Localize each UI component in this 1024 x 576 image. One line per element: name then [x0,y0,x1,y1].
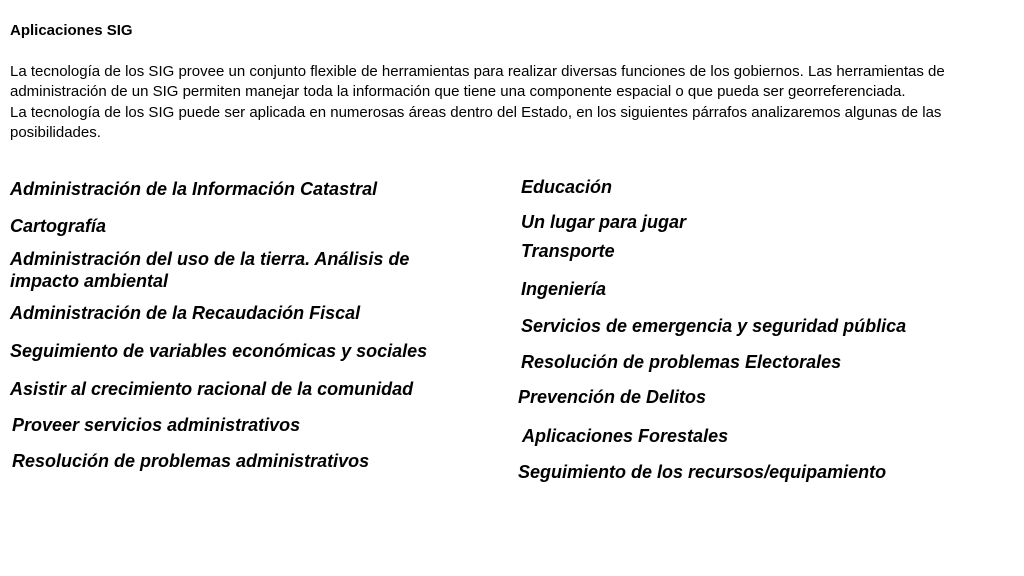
topic-problemas-admin: Resolución de problemas administrativos [12,451,370,471]
topic-electorales: Resolución de problemas Electorales [521,352,842,372]
topic-catastral: Administración de la Información Catastral [10,179,378,199]
topic-lugar-jugar: Un lugar para jugar [521,212,687,232]
topic-uso-tierra: Administración del uso de la tierra. Análisis de impacto ambiental [10,249,410,291]
topic-ingenieria: Ingeniería [521,279,607,299]
topic-cartografia: Cartografía [10,216,107,236]
topic-transporte: Transporte [521,241,615,261]
topic-recaudacion: Administración de la Recaudación Fiscal [10,303,361,323]
slide-title: Aplicaciones SIG [10,22,133,39]
topic-recursos: Seguimiento de los recursos/equipamiento [518,462,887,482]
intro-paragraph: La tecnología de los SIG provee un conjunto flexible de herramientas para realizar diversas funciones de los gobiernos. Las herramientas de administración de un SIG permiten manejar toda la información que tiene una componente espacial o que pueda ser georreferenciada. [10,63,945,101]
topic-variables: Seguimiento de variables económicas y sociales [10,341,428,361]
topic-educacion: Educación [521,177,613,197]
intro-paragraph: La tecnología de los SIG puede ser aplicada en numerosas áreas dentro del Estado, en los siguientes párrafos analizaremos algunas de las posibilidades. [10,103,942,141]
topic-servicios-admin: Proveer servicios administrativos [12,415,301,435]
topic-crecimiento: Asistir al crecimiento racional de la comunidad [10,379,414,399]
topic-forestales: Aplicaciones Forestales [522,426,729,446]
topic-delitos: Prevención de Delitos [518,387,707,407]
intro-text [10,62,970,143]
topic-emergencia: Servicios de emergencia y seguridad pública [521,316,907,336]
